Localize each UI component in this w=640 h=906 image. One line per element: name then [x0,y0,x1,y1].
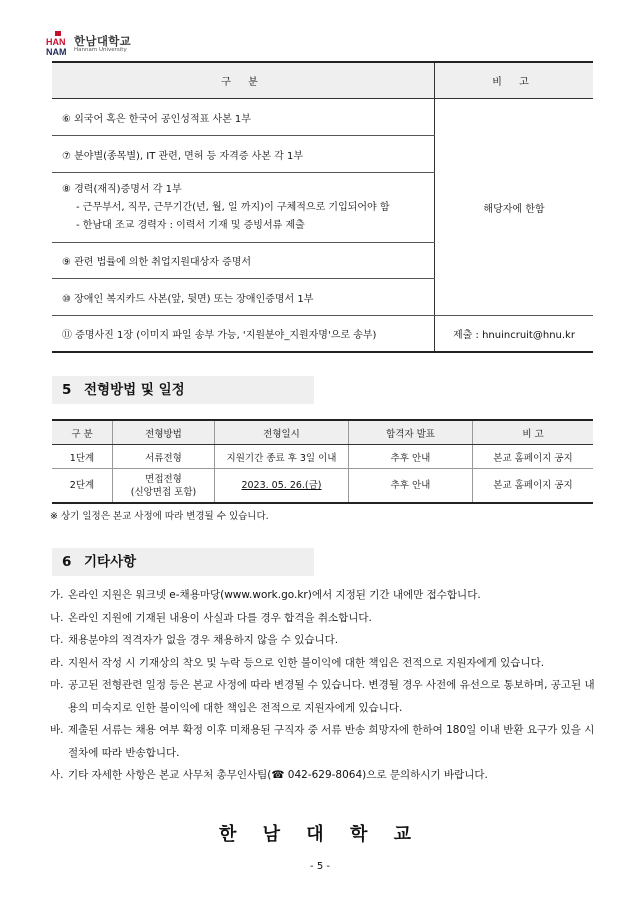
documents-table [52,61,593,353]
list-item-marker: 라. [50,656,64,669]
documents-header-category: 구 분 [52,62,435,99]
documents-row [52,316,435,352]
schedule-header-stage: 구 분 [52,420,113,445]
schedule-result: 추후 안내 [349,445,473,469]
list-item [50,674,595,719]
university-emblem-icon [46,31,70,57]
schedule-note: 본교 홈페이지 공지 [473,469,594,504]
list-item-marker: 바. [50,724,64,736]
documents-note-submit: 제출 : hnuincruit@hnu.kr [435,316,594,352]
schedule-note: 본교 홈페이지 공지 [473,445,594,469]
schedule-date [215,469,349,504]
documents-row [52,279,435,316]
list-item [50,629,595,652]
misc-list [50,584,595,787]
documents-row [52,99,435,136]
list-item-marker: 사. [50,769,64,781]
documents-row [52,173,435,243]
documents-row-text: ⑧ 경력(재직)증명서 각 1부 [62,183,182,195]
list-item-marker: 다. [50,634,64,646]
documents-row-text: ⑪ 증명사진 1장 (이미지 파일 송부 가능, '지원분야_지원자명'으로 송부) [62,329,377,341]
documents-note-merged: 해당자에 한함 [435,99,594,316]
section-title: 기타사항 [84,554,137,570]
schedule-method: 서류전형 [113,445,215,469]
section-heading-misc [52,548,314,576]
schedule-header-note: 비 고 [473,420,594,445]
schedule-table [52,419,593,504]
schedule-date-text: 2023. 05. 26.(금) [241,480,322,491]
svg-text:HAN: HAN [46,37,66,47]
documents-header-note: 비 고 [435,62,594,99]
list-item-text: 온라인 지원에 기재된 내용이 사실과 다를 경우 합격을 취소합니다. [68,611,372,624]
page-number: - 5 - [310,861,330,872]
list-item-marker: 마. [50,679,64,691]
documents-row [52,136,435,173]
documents-row-text: ⑨ 관련 법률에 의한 취업지원대상자 증명서 [62,257,252,268]
list-item [50,764,595,787]
schedule-method-main: 면접전형 [145,473,182,485]
schedule-method-sub: (신앙면접 포함) [130,486,197,498]
list-item [50,652,595,675]
university-logo [46,30,186,58]
list-item-text: 온라인 지원은 워크넷 e-채용마당(www.work.go.kr)에서 지정된 기간 내에만 접수합니다. [68,589,481,601]
list-item-marker: 가. [50,589,64,601]
section-title: 전형방법 및 일정 [84,382,185,398]
schedule-stage: 2단계 [52,469,113,504]
list-item-text: 채용분야의 적격자가 없을 경우 채용하지 않을 수 있습니다. [68,634,339,646]
documents-row-text: ⑥ 외국어 혹은 한국어 공인성적표 사본 1부 [62,113,251,125]
documents-row [52,243,435,279]
table-row [52,445,593,469]
schedule-result: 추후 안내 [349,469,473,504]
svg-text:NAM: NAM [46,47,67,57]
schedule-header-result: 합격자 발표 [349,420,473,445]
section-number: 5 [62,382,72,398]
documents-row-text: ⑩ 장애인 복지카드 사본(앞, 뒷면) 또는 장애인증명서 1부 [62,293,314,305]
table-row [52,469,593,504]
schedule-header-date: 전형일시 [215,420,349,445]
section-heading-schedule [52,376,314,404]
list-item [50,584,595,607]
list-item-text: 공고된 전형관련 일정 등은 본교 사정에 따라 변경될 수 있습니다. 변경될 경우 사전에 유선으로 통보하며, 공고된 내용의 미숙지로 인한 불이익에 대한 책임은 전적으로 지원자에게 있습니다. [68,679,595,714]
list-item [50,607,595,630]
documents-row-subtext: - 근무부서, 직무, 근무기간(년, 월, 일 까지)이 구체적으로 기입되어야 함 [76,201,390,213]
documents-row-subtext: - 한남대 조교 경력자 : 이력서 기재 및 증빙서류 제출 [76,219,305,231]
list-item [50,719,595,764]
section-number: 6 [62,554,72,570]
list-item-text: 제출된 서류는 채용 여부 확정 이후 미채용된 구직자 중 서류 반송 희망자에 한하여 180일 이내 반환 요구가 있을 시 절차에 따라 반송합니다. [68,724,595,759]
schedule-header-method: 전형방법 [113,420,215,445]
schedule-date: 지원기간 종료 후 3일 이내 [215,445,349,469]
documents-row-text: ⑦ 분야별(종목별), IT 관련, 면허 등 자격증 사본 각 1부 [62,150,304,162]
list-item-marker: 나. [50,611,64,624]
logo-name-ko: 한남대학교 [74,34,132,48]
schedule-method [113,469,215,504]
logo-name-en: Hannam University [74,47,127,53]
list-item-text: 기타 자세한 사항은 본교 사무처 총무인사팀(☎ 042-629-8064)으로 문의하시기 바랍니다. [68,769,488,781]
schedule-stage: 1단계 [52,445,113,469]
list-item-text: 지원서 작성 시 기재상의 착오 및 누락 등으로 인한 불이익에 대한 책임은 전적으로 지원자에게 있습니다. [68,656,545,669]
schedule-footnote: ※ 상기 일정은 본교 사정에 따라 변경될 수 있습니다. [50,511,269,522]
footer-university-name: 한 남 대 학 교 [218,824,421,845]
